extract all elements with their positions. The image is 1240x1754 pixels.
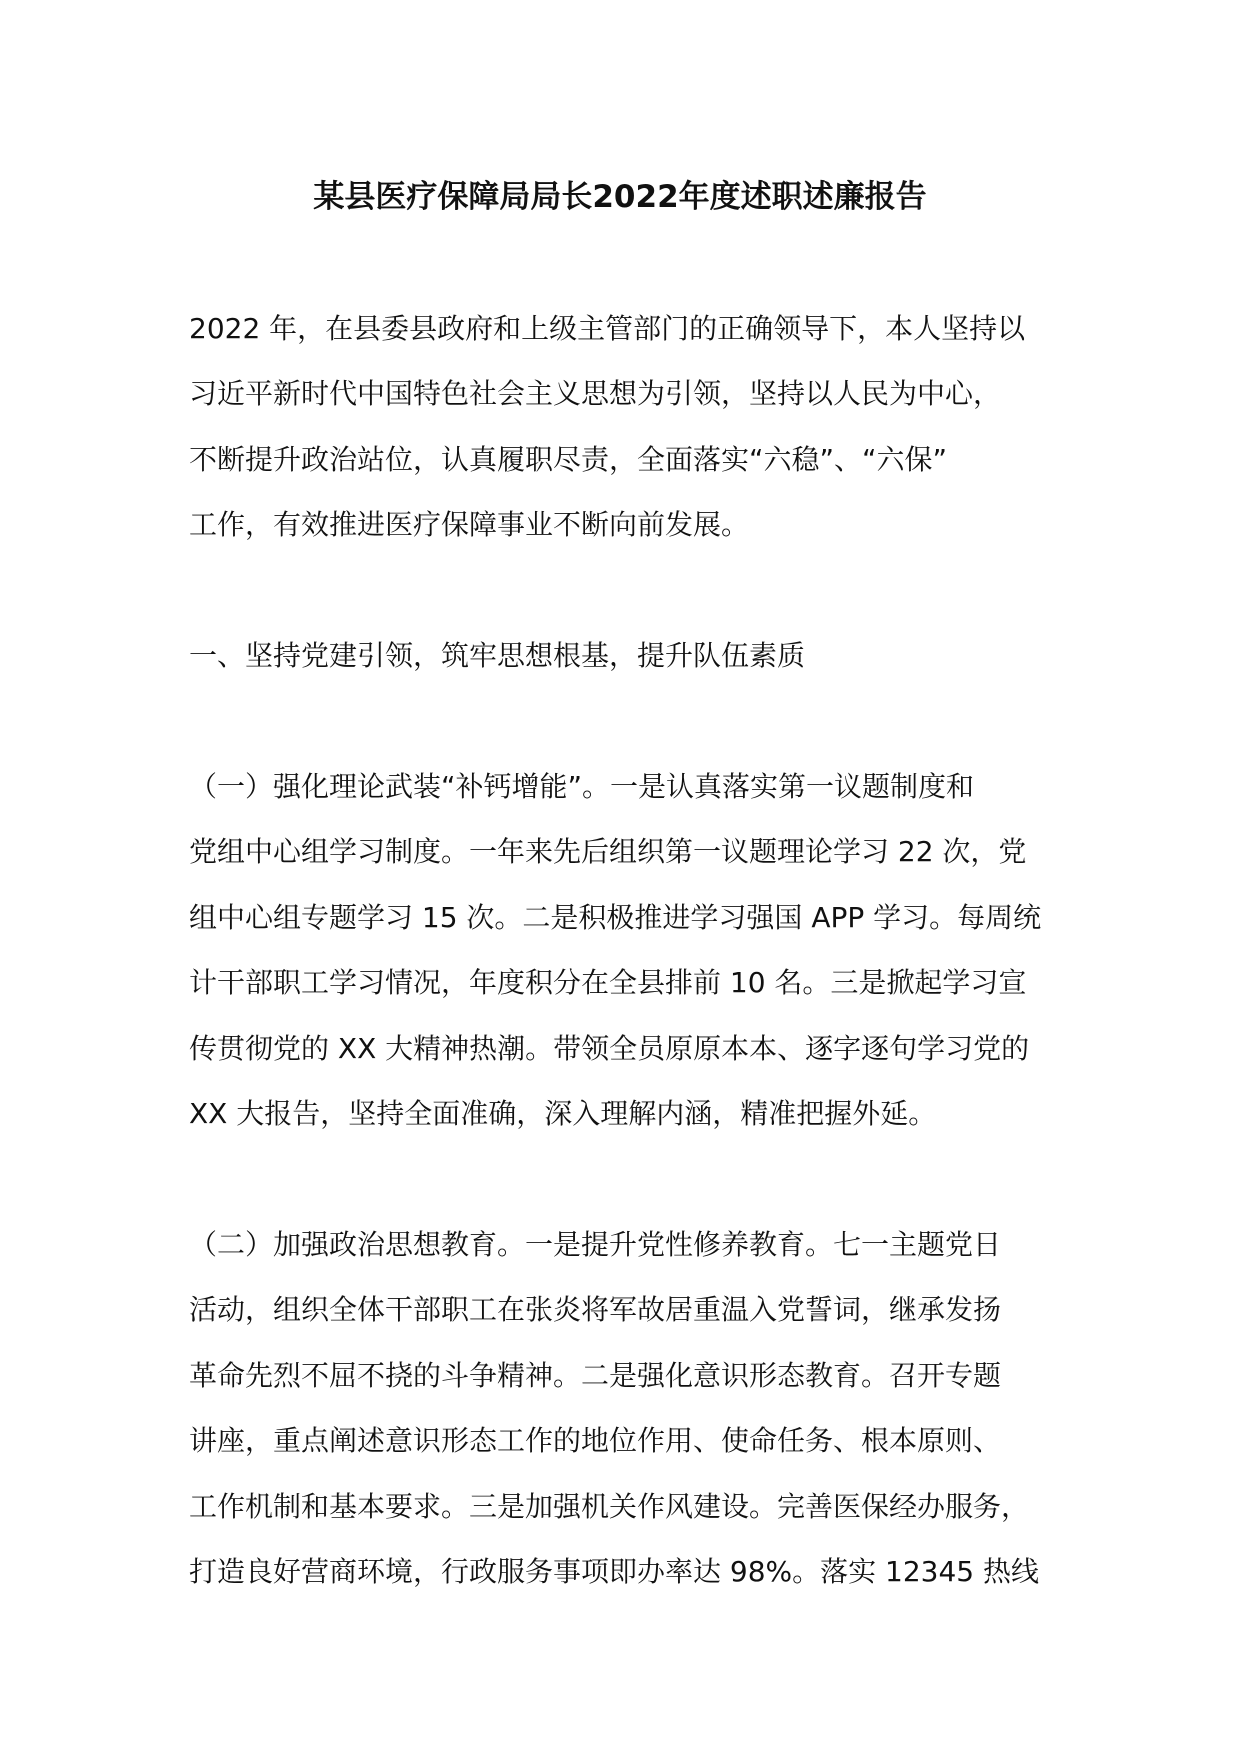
paragraph-line: 工作机制和基本要求。三是加强机关作风建设。完善医保经办服务， xyxy=(189,1490,1030,1523)
section-heading: 一、坚持党建引领，筑牢思想根基，提升队伍素质 xyxy=(189,639,806,672)
paragraph-line: 习近平新时代中国特色社会主义思想为引领，坚持以人民为中心， xyxy=(189,377,1002,410)
paragraph-line: 党组中心组学习制度。一年来先后组织第一议题理论学习 22 次，党 xyxy=(189,835,1027,868)
paragraph-line: 打造良好营商环境，行政服务事项即办率达 98%。落实 12345 热线 xyxy=(189,1555,1040,1588)
paragraph-line: 计干部职工学习情况，年度积分在全县排前 10 名。三是掀起学习宣 xyxy=(189,966,1027,999)
paragraph-line: （一）强化理论武装“补钙增能”。一是认真落实第一议题制度和 xyxy=(189,770,975,803)
paragraph-line: 2022 年，在县委县政府和上级主管部门的正确领导下，本人坚持以 xyxy=(189,312,1026,345)
paragraph-line: 传贯彻党的 XX 大精神热潮。带领全员原原本本、逐字逐句学习党的 xyxy=(189,1032,1030,1065)
paragraph-line: XX 大报告，坚持全面准确，深入理解内涵，精准把握外延。 xyxy=(189,1097,937,1130)
paragraph-line: （二）加强政治思想教育。一是提升党性修养教育。七一主题党日 xyxy=(189,1228,1002,1261)
paragraph-line: 活动，组织全体干部职工在张炎将军故居重温入党誓词，继承发扬 xyxy=(189,1293,1002,1326)
paragraph-line: 不断提升政治站位，认真履职尽责，全面落实“六稳”、“六保” xyxy=(189,443,948,476)
paragraph-line: 工作，有效推进医疗保障事业不断向前发展。 xyxy=(189,508,750,541)
document-title: 某县医疗保障局局长2022年度述职述廉报告 xyxy=(313,179,927,215)
paragraph-line: 讲座，重点阐述意识形态工作的地位作用、使命任务、根本原则、 xyxy=(189,1424,1002,1457)
paragraph-line: 组中心组专题学习 15 次。二是积极推进学习强国 APP 学习。每周统 xyxy=(189,901,1042,934)
paragraph-line: 革命先烈不屈不挠的斗争精神。二是强化意识形态教育。召开专题 xyxy=(189,1359,1002,1392)
